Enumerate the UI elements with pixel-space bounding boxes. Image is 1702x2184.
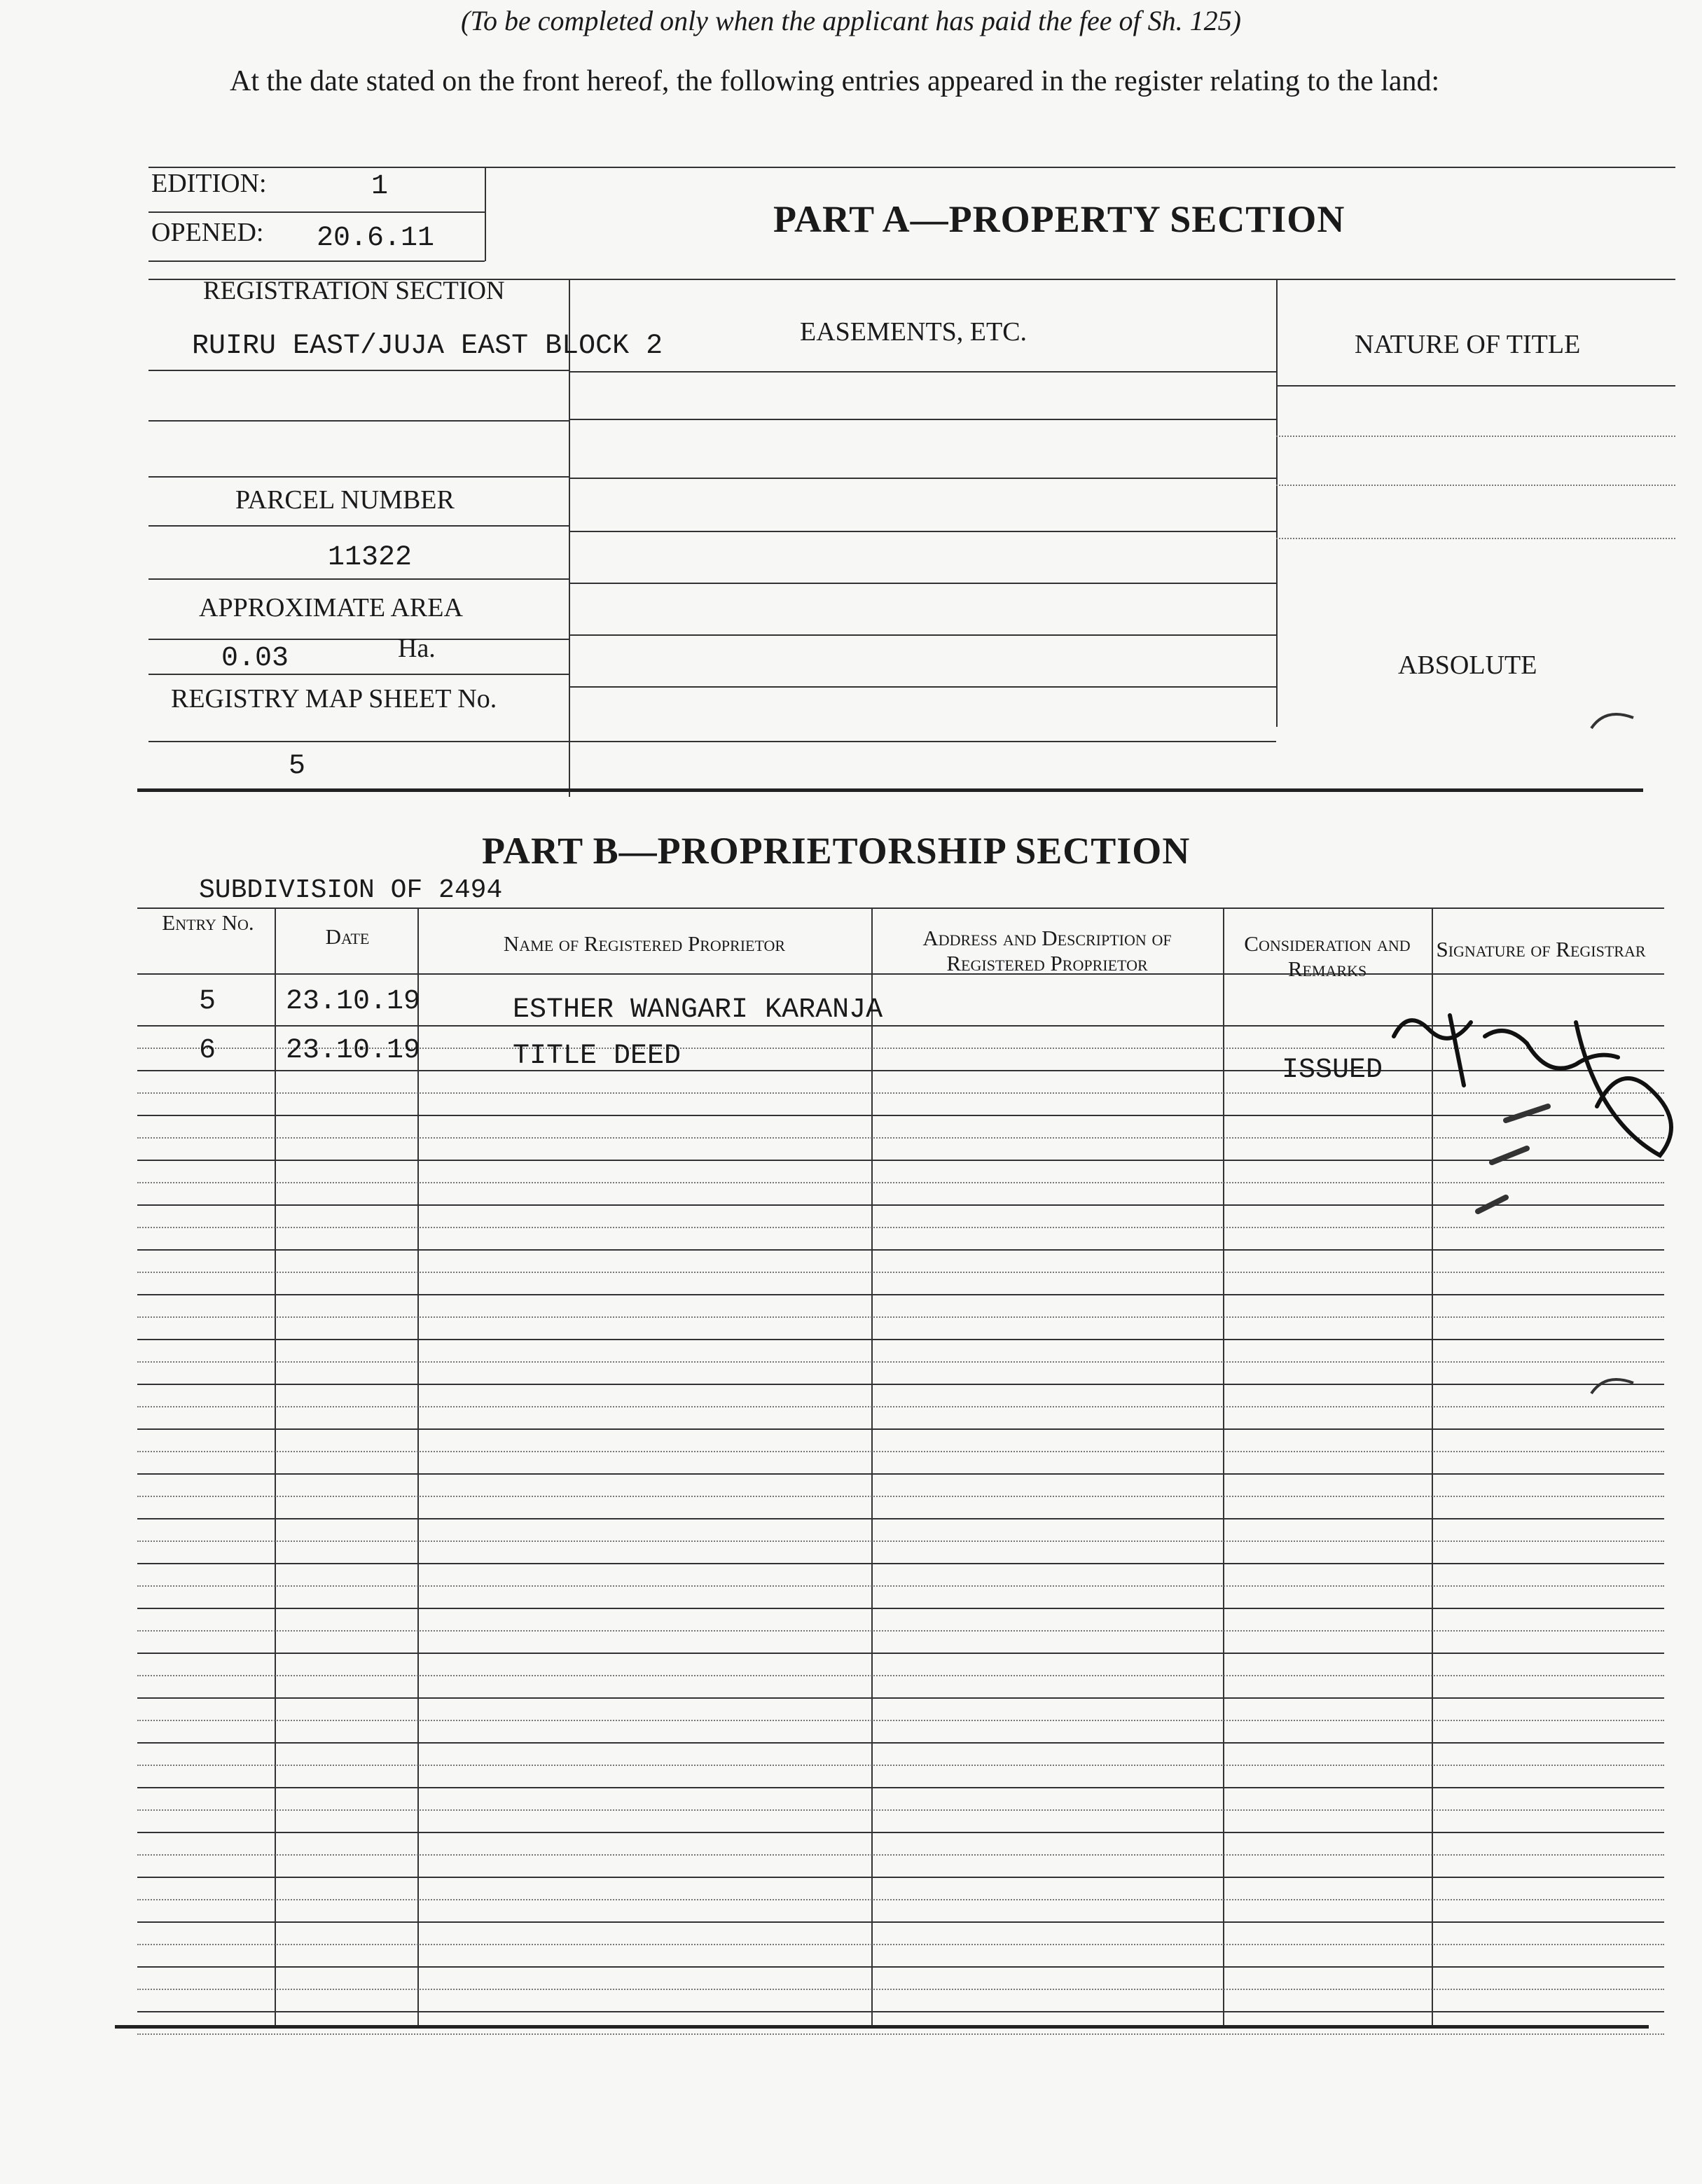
- table-rule-dotted: [137, 1451, 1664, 1452]
- easement-rule-4: [569, 583, 1276, 584]
- area-rule: [148, 639, 569, 640]
- table-rule-dotted: [137, 1675, 1664, 1676]
- row-entry-no: 5: [199, 986, 216, 1017]
- approx-area-label: APPROXIMATE AREA: [199, 593, 463, 622]
- table-rule: [137, 1563, 1664, 1564]
- easement-header-rule: [569, 371, 1276, 373]
- table-rule: [137, 1787, 1664, 1788]
- registrar-signature-icon: [1366, 980, 1695, 1260]
- row-entry-no: 6: [199, 1035, 216, 1066]
- approx-area-value: 0.03: [221, 643, 289, 674]
- table-rule: [137, 1339, 1664, 1340]
- table-rule: [137, 1653, 1664, 1654]
- table-rule: [137, 1384, 1664, 1385]
- map-sheet-rule: [148, 741, 569, 742]
- edition-label: EDITION:: [151, 169, 267, 198]
- table-rule-dotted: [137, 1809, 1664, 1811]
- table-rule-dotted: [137, 1496, 1664, 1497]
- table-rule-dotted: [137, 1854, 1664, 1856]
- parcel-number-value: 11322: [328, 542, 413, 573]
- easement-rule-2: [569, 478, 1276, 479]
- table-rule: [137, 2011, 1664, 2012]
- table-rule-dotted: [137, 1944, 1664, 1945]
- row-date: 23.10.19: [286, 1035, 421, 1066]
- row-name: ESTHER WANGARI KARANJA: [513, 994, 883, 1026]
- parcel-label-rule: [148, 525, 569, 527]
- opened-rule: [148, 260, 485, 262]
- table-rule-dotted: [137, 1272, 1664, 1273]
- intro-text: At the date stated on the front hereof, the following entries appeared in the register relating to the land:: [230, 65, 1440, 97]
- part-a-bottom-rule: [137, 788, 1643, 792]
- divider-address-consideration: [1223, 907, 1224, 2026]
- table-rule: [137, 1608, 1664, 1609]
- table-rule: [137, 1473, 1664, 1475]
- map-sheet-value: 5: [289, 751, 306, 782]
- table-rule-dotted: [137, 1765, 1664, 1766]
- table-rule-dotted: [137, 1630, 1664, 1632]
- opened-value: 20.6.11: [317, 223, 435, 254]
- table-rule-dotted: [137, 1361, 1664, 1363]
- table-rule-dotted: [137, 1989, 1664, 1990]
- table-rule: [137, 1294, 1664, 1295]
- title-dot-2: [1276, 485, 1675, 486]
- easement-rule-6: [569, 686, 1276, 688]
- table-rule-dotted: [137, 1585, 1664, 1587]
- title-dot-3: [1276, 538, 1675, 539]
- part-a-title: PART A—PROPERTY SECTION: [773, 198, 1345, 240]
- reg-section-rule: [148, 370, 569, 371]
- left-rule-2: [148, 420, 569, 422]
- easement-rule-7: [569, 741, 1276, 742]
- subdivision-note: SUBDIVISION OF 2494: [199, 875, 503, 905]
- title-dot-1: [1276, 436, 1675, 437]
- table-rule-dotted: [137, 1720, 1664, 1721]
- nature-of-title-value: ABSOLUTE: [1398, 651, 1537, 680]
- table-rule: [137, 1697, 1664, 1699]
- part-a-top-rule: [148, 167, 1675, 168]
- parcel-value-rule: [148, 578, 569, 580]
- table-rule-dotted: [137, 1899, 1664, 1900]
- table-rule: [137, 1742, 1664, 1744]
- col-address: Address and Description of Registered Proprietor: [922, 926, 1172, 975]
- col-date: Date: [325, 924, 370, 949]
- nature-of-title-label: NATURE OF TITLE: [1355, 330, 1581, 359]
- edition-rule: [148, 211, 485, 213]
- table-rule: [137, 1966, 1664, 1968]
- col-signature: Signature of Registrar: [1436, 937, 1646, 961]
- easements-label: EASEMENTS, ETC.: [800, 317, 1028, 347]
- parcel-number-label: PARCEL NUMBER: [235, 485, 455, 515]
- left-rule-3: [148, 476, 569, 478]
- easement-rule-1: [569, 419, 1276, 420]
- punch-hole-icon: [1584, 1365, 1640, 1428]
- table-rule-dotted: [137, 1316, 1664, 1318]
- fee-note: (To be completed only when the applicant has paid the fee of Sh. 125): [461, 5, 1241, 36]
- table-rule-dotted: [137, 2033, 1664, 2035]
- edition-value: 1: [371, 171, 389, 202]
- title-col-header-rule: [1276, 385, 1675, 387]
- easement-rule-3: [569, 531, 1276, 532]
- divider-name-address: [871, 907, 873, 2026]
- registration-section-value: RUIRU EAST/JUJA EAST BLOCK 2: [192, 331, 663, 362]
- table-rule-dotted: [137, 1406, 1664, 1407]
- col-entry-no: Entry No.: [162, 910, 254, 935]
- map-sheet-label: REGISTRY MAP SHEET No.: [171, 684, 497, 714]
- table-rule: [137, 1428, 1664, 1430]
- row-name: TITLE DEED: [513, 1041, 682, 1072]
- part-b-top-rule: [137, 907, 1664, 909]
- area-value-rule: [148, 674, 569, 675]
- col-name: Name of Registered Proprietor: [503, 931, 786, 956]
- table-rule: [137, 1832, 1664, 1833]
- edition-box-divider: [485, 167, 486, 261]
- part-b-bottom-rule: [115, 2025, 1649, 2029]
- col-consideration: Consideration and Remarks: [1244, 931, 1411, 981]
- row-remarks: ISSUED: [1282, 1055, 1383, 1086]
- punch-hole-icon: [1584, 700, 1640, 763]
- approx-area-unit: Ha.: [398, 634, 436, 663]
- table-rule: [137, 1518, 1664, 1519]
- part-a-right-divider: [1276, 279, 1278, 727]
- easement-rule-5: [569, 634, 1276, 636]
- row-date: 23.10.19: [286, 986, 421, 1017]
- registration-section-label: REGISTRATION SECTION: [203, 277, 505, 305]
- opened-label: OPENED:: [151, 218, 264, 247]
- divider-entry-date: [275, 907, 276, 2026]
- table-rule: [137, 1877, 1664, 1878]
- table-rule-dotted: [137, 1540, 1664, 1542]
- table-rule: [137, 1921, 1664, 1923]
- divider-date-name: [417, 907, 419, 2026]
- part-b-title: PART B—PROPRIETORSHIP SECTION: [482, 830, 1191, 872]
